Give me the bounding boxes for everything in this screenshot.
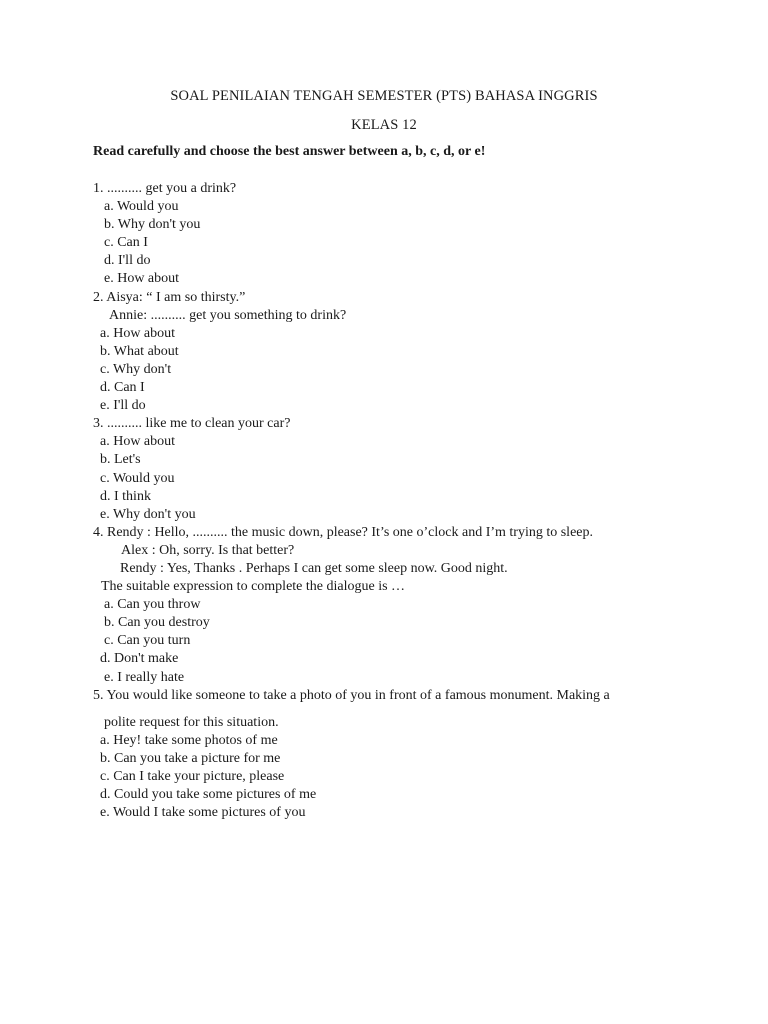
question-prompt: The suitable expression to complete the dialogue is … [101,579,406,595]
answer-option: b. What about [100,343,179,359]
class-label: KELAS 12 [351,117,417,133]
answer-option: d. Don't make [100,651,179,667]
dialogue-line: Annie: .......... get you something to drink? [109,307,347,323]
dialogue-line: Alex : Oh, sorry. Is that better? [121,542,295,558]
question-stem: 4. Rendy : Hello, .......... the music down, please? It’s one o’clock and I’m trying to sleep. [93,524,594,540]
dialogue-line: Rendy : Yes, Thanks . Perhaps I can get some sleep now. Good night. [120,560,508,576]
answer-option: a. How about [100,325,176,341]
answer-option: b. Can you destroy [104,615,210,631]
question-2 [0,289,768,416]
instruction-text: Read carefully and choose the best answer between a, b, c, d, or e! [93,144,486,159]
question-stem: 2. Aisya: “ I am so thirsty.” [93,289,246,305]
answer-option: b. Let's [100,452,141,468]
answer-option: c. Can I [104,235,148,251]
answer-option: d. Could you take some pictures of me [100,787,317,803]
answer-option: c. Can you turn [104,633,191,649]
answer-option: d. Can I [100,380,145,396]
question-continuation: polite request for this situation. [104,714,279,730]
answer-option: c. Why don't [100,361,172,377]
answer-option: e. Would I take some pictures of you [100,805,306,821]
answer-option: a. Would you [104,199,179,215]
answer-option: b. Why don't you [104,217,201,233]
answer-option: c. Can I take your picture, please [100,769,285,784]
question-1 [0,180,768,289]
question-3 [0,415,768,524]
line-gap [0,705,768,714]
answer-option: e. Why don't you [100,506,196,522]
answer-option: e. I'll do [100,398,146,414]
answer-option: c. Would you [100,470,175,486]
answer-option: e. How about [104,271,180,287]
answer-option: a. Can you throw [104,597,201,613]
question-stem: 1. .......... get you a drink? [93,181,237,196]
question-5 [0,687,768,823]
question-stem: 5. You would like someone to take a photo of you in front of a famous monument. Making a [93,687,610,703]
question-4 [0,524,768,687]
document-title: SOAL PENILAIAN TENGAH SEMESTER (PTS) BAHASA INGGRIS [170,88,598,104]
question-stem: 3. .......... like me to clean your car? [93,416,291,432]
question-list [0,180,768,822]
answer-option: d. I'll do [104,253,151,269]
answer-option: d. I think [100,488,151,504]
answer-option: a. Hey! take some photos of me [100,732,278,748]
answer-option: b. Can you take a picture for me [100,750,281,766]
answer-option: e. I really hate [104,669,185,685]
answer-option: a. How about [100,434,176,450]
